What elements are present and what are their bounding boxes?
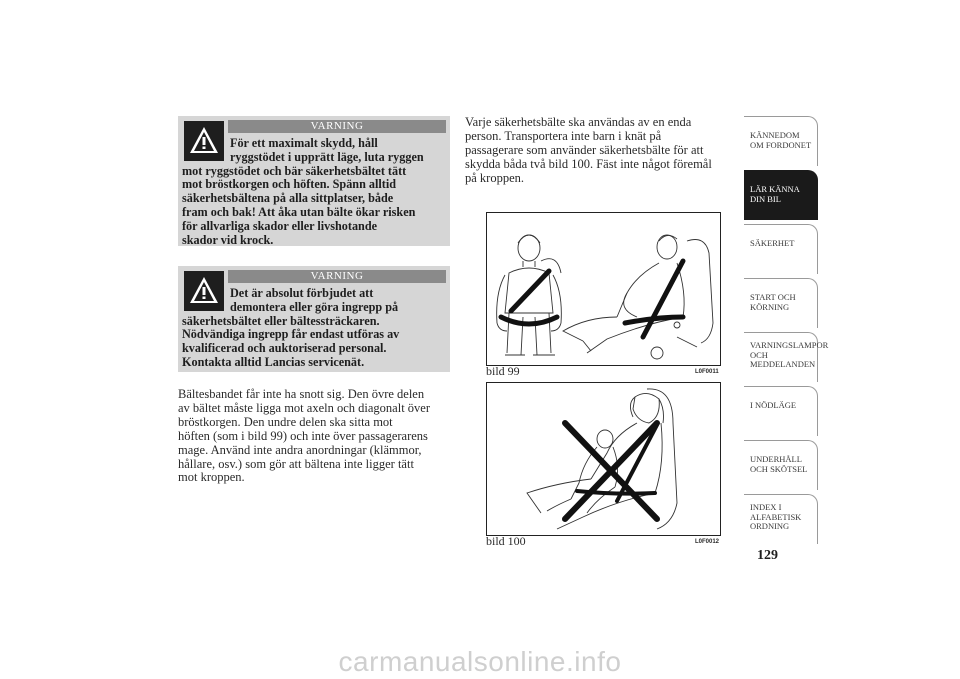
warning-box-2 bbox=[178, 266, 450, 372]
tab-lar-kanna-din-bil[interactable] bbox=[744, 170, 818, 220]
paragraph-line: på kroppen. bbox=[465, 170, 525, 185]
seatbelt-incorrect-illustration bbox=[487, 383, 720, 535]
warning-triangle-icon bbox=[184, 121, 224, 161]
warning-line: Det är absolut förbjudet att bbox=[230, 286, 374, 300]
figure-99-code: L0F0011 bbox=[695, 369, 719, 375]
tab-label: LÄR KÄNNA DIN BIL bbox=[750, 184, 800, 204]
warning-line: ryggstödet i upprätt läge, luta ryggen bbox=[230, 149, 424, 164]
warning-line: skador vid krock. bbox=[182, 232, 274, 247]
tab-start-och-korning[interactable] bbox=[744, 278, 818, 328]
warning-triangle-icon bbox=[184, 271, 224, 311]
paragraph-line: person. Transportera inte barn i knät på bbox=[465, 128, 662, 143]
figure-99-illustration bbox=[486, 212, 721, 366]
warning-line: För ett maximalt skydd, håll bbox=[230, 136, 378, 150]
paragraph-line: bröstkorgen. Den undre delen ska sitta mot bbox=[178, 414, 393, 429]
watermark: carmanualsonline.info bbox=[338, 646, 622, 677]
paragraph-line: av bältet måste ligga mot axeln och diagonalt över bbox=[178, 400, 431, 415]
tab-varningslampor[interactable] bbox=[744, 332, 829, 382]
paragraph-line: höften (som i bild 99) och inte över passagerarens bbox=[178, 428, 428, 443]
paragraph-line: hållare, osv.) som gör att bältena inte ligger tätt bbox=[178, 456, 414, 471]
warning-line: fram och bak! Att åka utan bälte ökar risken bbox=[182, 204, 416, 219]
warning-line: mot ryggstödet och bär säkerhetsbältet tätt bbox=[182, 163, 407, 178]
warning-line: säkerhetsbältena på alla sittplatser, både bbox=[182, 191, 394, 206]
chapter-tabs bbox=[744, 116, 829, 548]
paragraph-line: passagerare som använder säkerhetsbälte för att bbox=[465, 142, 704, 157]
warning-line: mot bröstkorgen och höften. Spänn alltid bbox=[182, 177, 396, 192]
warning-line: för allvarliga skador eller livshotande bbox=[182, 218, 378, 233]
warning-heading: VARNING bbox=[228, 120, 446, 133]
tab-sakerhet[interactable] bbox=[744, 224, 818, 274]
figure-99-caption: bild 99 bbox=[486, 364, 520, 378]
tab-index[interactable] bbox=[744, 494, 818, 544]
tab-label: SÄKERHET bbox=[750, 238, 795, 248]
tab-i-nodlage[interactable] bbox=[744, 386, 818, 436]
figure-100-code: L0F0012 bbox=[695, 539, 720, 545]
figure-100-illustration bbox=[486, 382, 721, 536]
figure-100-caption: bild 100 bbox=[486, 534, 526, 548]
right-paragraph bbox=[465, 116, 745, 186]
paragraph-line: mage. Använd inte andra anordningar (klämmor, bbox=[178, 442, 422, 457]
tab-underhall-och-skotsel[interactable] bbox=[744, 440, 818, 490]
tab-label: UNDERHÅLL OCH SKÖTSEL bbox=[750, 454, 808, 474]
warning-line: kvalificerad och auktoriserad personal. bbox=[182, 341, 387, 356]
paragraph-line: mot kroppen. bbox=[178, 470, 245, 485]
warning-line: Nödvändiga ingrepp får endast utföras av bbox=[182, 327, 400, 342]
seatbelt-correct-illustration bbox=[487, 213, 720, 365]
left-paragraph bbox=[178, 388, 458, 485]
tab-label: I NÖDLÄGE bbox=[750, 400, 797, 410]
tab-label: INDEX I ALFABETISK ORDNING bbox=[750, 502, 802, 531]
paragraph-line: Bältesbandet får inte ha snott sig. Den övre delen bbox=[178, 387, 425, 401]
warning-line: Kontakta alltid Lancias servicenät. bbox=[182, 354, 365, 369]
paragraph-line: Varje säkerhetsbälte ska användas av en enda bbox=[465, 115, 692, 129]
tab-label: VARNINGSLAMPOR OCH MEDDELANDEN bbox=[750, 340, 829, 369]
warning-line: demontera eller göra ingrepp på bbox=[230, 299, 399, 314]
warning-heading: VARNING bbox=[228, 270, 446, 283]
tab-kannedom-om-fordonet[interactable] bbox=[744, 116, 818, 166]
warning-line: säkerhetsbältet eller bältessträckaren. bbox=[182, 313, 380, 328]
tab-label: KÄNNEDOM OM FORDONET bbox=[750, 130, 812, 150]
tab-label: START OCH KÖRNING bbox=[750, 292, 796, 312]
paragraph-line: skydda båda två bild 100. Fäst inte något föremål bbox=[465, 156, 712, 171]
warning-box-1 bbox=[178, 116, 450, 246]
page-number: 129 bbox=[757, 548, 778, 563]
